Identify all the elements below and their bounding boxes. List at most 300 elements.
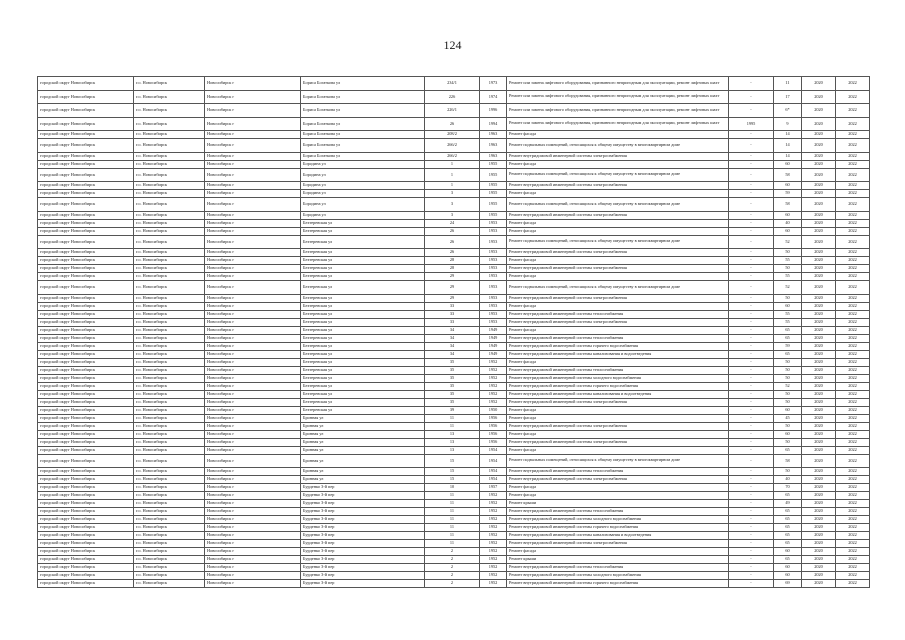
cell-extra: - (729, 318, 774, 326)
cell-year-to: 2022 (836, 422, 870, 430)
cell-year: 1949 (480, 334, 507, 342)
cell-gorod: г.о. Новосибирск (134, 318, 205, 326)
cell-house: 35 (425, 358, 480, 366)
cell-okrug: городской округ Новосибирск (38, 168, 134, 182)
repair-register-table (37, 76, 870, 588)
cell-okrug: городской округ Новосибирск (38, 454, 134, 468)
cell-year-from: 2020 (802, 374, 836, 382)
cell-house: 29 (425, 281, 480, 295)
cell-gorod: г.о. Новосибирск (134, 117, 205, 131)
cell-year-to: 2022 (836, 249, 870, 257)
cell-extra: - (729, 265, 774, 273)
cell-street: Бехтеревская ул (301, 382, 425, 390)
cell-extra: - (729, 326, 774, 334)
cell-year-to: 2022 (836, 350, 870, 358)
cell-year-to: 2022 (836, 117, 870, 131)
cell-house: 2 (425, 572, 480, 580)
cell-work-type: Ремонт внутридомовой инженерной системы электроснабжения (507, 182, 729, 190)
cell-street: Бородина ул (301, 160, 425, 168)
cell-settlement: Новосибирск г (205, 198, 301, 212)
cell-house: 1 (425, 160, 480, 168)
table-row (38, 430, 870, 438)
cell-year-to: 2022 (836, 235, 870, 249)
cell-work-type: Ремонт или замена лифтового оборудования, признанного непригодным для эксплуатации, ремонт лифтовых шахт (507, 117, 729, 131)
cell-year-to: 2022 (836, 524, 870, 532)
cell-work-type: Ремонт внутридомовой инженерной системы холодного водоснабжения (507, 374, 729, 382)
cell-street: Бурденко 3-й пер (301, 500, 425, 508)
cell-okrug: городской округ Новосибирск (38, 219, 134, 227)
cell-year-from: 2020 (802, 152, 836, 160)
cell-count: 58 (774, 454, 802, 468)
table-row (38, 152, 870, 160)
cell-count: 65 (774, 326, 802, 334)
cell-house: 35 (425, 366, 480, 374)
cell-house: 13 (425, 430, 480, 438)
cell-year-from: 2020 (802, 398, 836, 406)
cell-settlement: Новосибирск г (205, 90, 301, 104)
cell-extra: - (729, 190, 774, 198)
cell-year: 1952 (480, 516, 507, 524)
cell-house: 29 (425, 273, 480, 281)
table-row (38, 334, 870, 342)
cell-extra: - (729, 556, 774, 564)
cell-work-type: Ремонт или замена лифтового оборудования, признанного непригодным для эксплуатации, ремонт лифтовых шахт (507, 77, 729, 91)
cell-extra: - (729, 366, 774, 374)
cell-house: 226/1 (425, 104, 480, 118)
cell-year-to: 2022 (836, 310, 870, 318)
cell-count: 6* (774, 104, 802, 118)
cell-count: 50 (774, 358, 802, 366)
cell-count: 70 (774, 484, 802, 492)
cell-year: 1952 (480, 540, 507, 548)
cell-year: 1952 (480, 358, 507, 366)
cell-okrug: городской округ Новосибирск (38, 117, 134, 131)
cell-gorod: г.о. Новосибирск (134, 190, 205, 198)
cell-extra: - (729, 492, 774, 500)
cell-year-from: 2020 (802, 500, 836, 508)
table-row (38, 190, 870, 198)
cell-extra: - (729, 249, 774, 257)
cell-settlement: Новосибирск г (205, 219, 301, 227)
cell-house: 26 (425, 249, 480, 257)
table-row (38, 580, 870, 588)
cell-extra: - (729, 398, 774, 406)
cell-year-to: 2022 (836, 342, 870, 350)
cell-extra: - (729, 198, 774, 212)
cell-year: 1952 (480, 524, 507, 532)
cell-street: Бехтеревская ул (301, 342, 425, 350)
cell-settlement: Новосибирск г (205, 446, 301, 454)
cell-gorod: г.о. Новосибирск (134, 326, 205, 334)
cell-year: 1949 (480, 326, 507, 334)
cell-house: 11 (425, 492, 480, 500)
cell-year-to: 2022 (836, 139, 870, 153)
cell-year-to: 2022 (836, 484, 870, 492)
cell-gorod: г.о. Новосибирск (134, 294, 205, 302)
cell-year-to: 2022 (836, 564, 870, 572)
cell-street: Бурденко 3-й пер (301, 516, 425, 524)
cell-extra: - (729, 257, 774, 265)
cell-okrug: городской округ Новосибирск (38, 390, 134, 398)
cell-settlement: Новосибирск г (205, 366, 301, 374)
cell-street: Бехтеревская ул (301, 227, 425, 235)
cell-work-type: Ремонт фасада (507, 190, 729, 198)
cell-year: 1974 (480, 90, 507, 104)
cell-year-from: 2020 (802, 219, 836, 227)
cell-extra: - (729, 334, 774, 342)
cell-year-to: 2022 (836, 190, 870, 198)
cell-year-to: 2022 (836, 302, 870, 310)
cell-year: 1952 (480, 382, 507, 390)
cell-street: Бехтеревская ул (301, 219, 425, 227)
cell-count: 50 (774, 398, 802, 406)
cell-house: 13 (425, 446, 480, 454)
table-row (38, 235, 870, 249)
cell-settlement: Новосибирск г (205, 326, 301, 334)
cell-year: 1952 (480, 532, 507, 540)
cell-count: 50 (774, 390, 802, 398)
cell-extra: - (729, 219, 774, 227)
cell-year: 1955 (480, 168, 507, 182)
cell-extra: - (729, 235, 774, 249)
table-row (38, 366, 870, 374)
cell-gorod: г.о. Новосибирск (134, 334, 205, 342)
cell-street: Бехтеревская ул (301, 235, 425, 249)
cell-work-type: Ремонт фасада (507, 302, 729, 310)
cell-year-from: 2020 (802, 406, 836, 414)
cell-house: 35 (425, 390, 480, 398)
cell-extra: - (729, 468, 774, 476)
cell-street: Бехтеревская ул (301, 358, 425, 366)
cell-count: 60 (774, 430, 802, 438)
cell-settlement: Новосибирск г (205, 77, 301, 91)
cell-settlement: Новосибирск г (205, 556, 301, 564)
cell-count: 60 (774, 548, 802, 556)
cell-year: 1952 (480, 580, 507, 588)
cell-street: Бородина ул (301, 211, 425, 219)
cell-year-to: 2022 (836, 414, 870, 422)
cell-settlement: Новосибирск г (205, 160, 301, 168)
table-row (38, 182, 870, 190)
table-row (38, 358, 870, 366)
cell-year-to: 2022 (836, 90, 870, 104)
table-row (38, 350, 870, 358)
cell-gorod: г.о. Новосибирск (134, 414, 205, 422)
cell-count: 52 (774, 382, 802, 390)
cell-year-from: 2020 (802, 302, 836, 310)
cell-gorod: г.о. Новосибирск (134, 131, 205, 139)
cell-year-from: 2020 (802, 211, 836, 219)
cell-work-type: Ремонт фасада (507, 273, 729, 281)
table-row (38, 406, 870, 414)
cell-gorod: г.о. Новосибирск (134, 366, 205, 374)
cell-work-type: Ремонт фасада (507, 406, 729, 414)
cell-street: Бехтеревская ул (301, 257, 425, 265)
cell-work-type: Ремонт фасада (507, 414, 729, 422)
cell-year-from: 2020 (802, 430, 836, 438)
cell-street: Бронная ул (301, 446, 425, 454)
cell-work-type: Ремонт внутридомовой инженерной системы теплоснабжения (507, 366, 729, 374)
cell-extra: - (729, 168, 774, 182)
cell-year: 1953 (480, 235, 507, 249)
cell-settlement: Новосибирск г (205, 265, 301, 273)
cell-settlement: Новосибирск г (205, 342, 301, 350)
cell-settlement: Новосибирск г (205, 572, 301, 580)
cell-settlement: Новосибирск г (205, 117, 301, 131)
cell-settlement: Новосибирск г (205, 249, 301, 257)
table-row (38, 540, 870, 548)
cell-count: 55 (774, 273, 802, 281)
cell-year-to: 2022 (836, 500, 870, 508)
cell-gorod: г.о. Новосибирск (134, 422, 205, 430)
cell-house: 2 (425, 556, 480, 564)
cell-count: 60 (774, 302, 802, 310)
cell-house: 34 (425, 350, 480, 358)
cell-work-type: Ремонт фасада (507, 548, 729, 556)
cell-gorod: г.о. Новосибирск (134, 168, 205, 182)
cell-okrug: городской округ Новосибирск (38, 516, 134, 524)
cell-house: 33 (425, 318, 480, 326)
cell-gorod: г.о. Новосибирск (134, 532, 205, 540)
cell-year-from: 2020 (802, 281, 836, 295)
cell-year-to: 2022 (836, 366, 870, 374)
cell-count: 14 (774, 139, 802, 153)
cell-year-from: 2020 (802, 476, 836, 484)
cell-year-from: 2020 (802, 190, 836, 198)
cell-okrug: городской округ Новосибирск (38, 318, 134, 326)
cell-year: 1955 (480, 160, 507, 168)
cell-extra: - (729, 524, 774, 532)
cell-year-from: 2020 (802, 104, 836, 118)
cell-house: 15 (425, 468, 480, 476)
cell-gorod: г.о. Новосибирск (134, 219, 205, 227)
cell-work-type: Ремонт подвальных помещений, относящихся к общему имуществу в многоквартирном доме (507, 281, 729, 295)
cell-okrug: городской округ Новосибирск (38, 257, 134, 265)
cell-year-from: 2020 (802, 438, 836, 446)
cell-settlement: Новосибирск г (205, 358, 301, 366)
table-row (38, 468, 870, 476)
cell-extra: - (729, 500, 774, 508)
cell-gorod: г.о. Новосибирск (134, 564, 205, 572)
cell-year-to: 2022 (836, 390, 870, 398)
cell-settlement: Новосибирск г (205, 454, 301, 468)
cell-year: 1963 (480, 139, 507, 153)
cell-extra: - (729, 532, 774, 540)
cell-street: Бехтеревская ул (301, 406, 425, 414)
cell-settlement: Новосибирск г (205, 310, 301, 318)
cell-extra: - (729, 446, 774, 454)
cell-settlement: Новосибирск г (205, 484, 301, 492)
cell-settlement: Новосибирск г (205, 548, 301, 556)
cell-year: 1963 (480, 152, 507, 160)
cell-settlement: Новосибирск г (205, 350, 301, 358)
cell-house: 11 (425, 516, 480, 524)
cell-okrug: городской округ Новосибирск (38, 572, 134, 580)
cell-gorod: г.о. Новосибирск (134, 492, 205, 500)
cell-year: 1955 (480, 182, 507, 190)
cell-extra: - (729, 358, 774, 366)
table-row (38, 249, 870, 257)
table-row (38, 508, 870, 516)
cell-extra: - (729, 414, 774, 422)
cell-house: 226 (425, 90, 480, 104)
cell-gorod: г.о. Новосибирск (134, 374, 205, 382)
cell-settlement: Новосибирск г (205, 294, 301, 302)
cell-year-from: 2020 (802, 492, 836, 500)
cell-street: Бехтеревская ул (301, 398, 425, 406)
cell-street: Бородина ул (301, 190, 425, 198)
cell-year-to: 2022 (836, 227, 870, 235)
cell-year-to: 2022 (836, 532, 870, 540)
cell-house: 234/1 (425, 77, 480, 91)
cell-work-type: Ремонт внутридомовой инженерной системы электроснабжения (507, 422, 729, 430)
cell-work-type: Ремонт фасада (507, 227, 729, 235)
cell-extra: - (729, 564, 774, 572)
cell-work-type: Ремонт внутридомовой инженерной системы горячего водоснабжения (507, 580, 729, 588)
cell-street: Бехтеревская ул (301, 366, 425, 374)
cell-work-type: Ремонт внутридомовой инженерной системы холодного водоснабжения (507, 516, 729, 524)
cell-gorod: г.о. Новосибирск (134, 302, 205, 310)
cell-work-type: Ремонт фасада (507, 430, 729, 438)
cell-extra: - (729, 104, 774, 118)
cell-extra: - (729, 139, 774, 153)
cell-work-type: Ремонт фасада (507, 160, 729, 168)
cell-gorod: г.о. Новосибирск (134, 468, 205, 476)
cell-street: Бехтеревская ул (301, 310, 425, 318)
cell-year-from: 2020 (802, 350, 836, 358)
cell-count: 50 (774, 468, 802, 476)
cell-gorod: г.о. Новосибирск (134, 77, 205, 91)
cell-gorod: г.о. Новосибирск (134, 454, 205, 468)
cell-street: Бронная ул (301, 468, 425, 476)
cell-count: 55 (774, 310, 802, 318)
cell-year: 1952 (480, 508, 507, 516)
cell-house: 28 (425, 265, 480, 273)
cell-settlement: Новосибирск г (205, 168, 301, 182)
cell-year-to: 2022 (836, 334, 870, 342)
cell-year-to: 2022 (836, 182, 870, 190)
cell-year-to: 2022 (836, 556, 870, 564)
cell-year-from: 2020 (802, 160, 836, 168)
cell-house: 26 (425, 117, 480, 131)
table-row (38, 160, 870, 168)
cell-settlement: Новосибирск г (205, 334, 301, 342)
cell-extra: - (729, 422, 774, 430)
cell-gorod: г.о. Новосибирск (134, 406, 205, 414)
register-body (38, 77, 870, 588)
cell-street: Бехтеревская ул (301, 390, 425, 398)
cell-extra: - (729, 476, 774, 484)
table-row (38, 572, 870, 580)
cell-settlement: Новосибирск г (205, 211, 301, 219)
cell-year-from: 2020 (802, 326, 836, 334)
cell-gorod: г.о. Новосибирск (134, 572, 205, 580)
cell-year-to: 2022 (836, 281, 870, 295)
cell-count: 14 (774, 152, 802, 160)
cell-work-type: Ремонт крыши (507, 556, 729, 564)
cell-count: 65 (774, 556, 802, 564)
table-row (38, 454, 870, 468)
table-row (38, 484, 870, 492)
cell-okrug: городской округ Новосибирск (38, 468, 134, 476)
cell-house: 24 (425, 219, 480, 227)
cell-year-to: 2022 (836, 492, 870, 500)
cell-count: 52 (774, 235, 802, 249)
cell-extra: - (729, 484, 774, 492)
cell-extra: - (729, 273, 774, 281)
cell-okrug: городской округ Новосибирск (38, 139, 134, 153)
cell-street: Бурденко 3-й пер (301, 532, 425, 540)
cell-extra: - (729, 131, 774, 139)
cell-year-from: 2020 (802, 532, 836, 540)
cell-year: 1952 (480, 572, 507, 580)
cell-okrug: городской округ Новосибирск (38, 564, 134, 572)
table-row (38, 219, 870, 227)
cell-gorod: г.о. Новосибирск (134, 273, 205, 281)
cell-count: 60 (774, 227, 802, 235)
cell-street: Бориса Богаткова ул (301, 131, 425, 139)
cell-extra: - (729, 302, 774, 310)
cell-work-type: Ремонт фасада (507, 492, 729, 500)
cell-year-from: 2020 (802, 484, 836, 492)
cell-year-from: 2020 (802, 117, 836, 131)
table-row (38, 390, 870, 398)
cell-year-to: 2022 (836, 516, 870, 524)
cell-street: Бехтеревская ул (301, 249, 425, 257)
table-row (38, 398, 870, 406)
cell-street: Бехтеревская ул (301, 318, 425, 326)
cell-year: 1953 (480, 265, 507, 273)
cell-okrug: городской округ Новосибирск (38, 190, 134, 198)
cell-year-to: 2022 (836, 438, 870, 446)
table-row (38, 281, 870, 295)
cell-house: 34 (425, 326, 480, 334)
cell-house: 11 (425, 414, 480, 422)
cell-okrug: городской округ Новосибирск (38, 580, 134, 588)
cell-year-from: 2020 (802, 334, 836, 342)
cell-work-type: Ремонт внутридомовой инженерной системы канализования и водоотведения (507, 532, 729, 540)
cell-settlement: Новосибирск г (205, 564, 301, 572)
cell-street: Бородина ул (301, 168, 425, 182)
cell-work-type: Ремонт или замена лифтового оборудования, признанного непригодным для эксплуатации, ремонт лифтовых шахт (507, 104, 729, 118)
cell-year: 1952 (480, 366, 507, 374)
cell-street: Бурденко 3-й пер (301, 580, 425, 588)
cell-house: 34 (425, 342, 480, 350)
cell-year: 1994 (480, 117, 507, 131)
cell-okrug: городской округ Новосибирск (38, 556, 134, 564)
cell-year-to: 2022 (836, 257, 870, 265)
cell-settlement: Новосибирск г (205, 532, 301, 540)
table-row (38, 556, 870, 564)
cell-extra: - (729, 438, 774, 446)
cell-okrug: городской округ Новосибирск (38, 476, 134, 484)
cell-settlement: Новосибирск г (205, 152, 301, 160)
cell-year-from: 2020 (802, 318, 836, 326)
cell-extra: - (729, 406, 774, 414)
cell-okrug: городской округ Новосибирск (38, 198, 134, 212)
cell-year-to: 2022 (836, 265, 870, 273)
cell-okrug: городской округ Новосибирск (38, 484, 134, 492)
cell-work-type: Ремонт внутридомовой инженерной системы горячего водоснабжения (507, 342, 729, 350)
cell-work-type: Ремонт фасада (507, 446, 729, 454)
cell-year-from: 2020 (802, 454, 836, 468)
table-row (38, 342, 870, 350)
cell-count: 65 (774, 516, 802, 524)
cell-street: Бурденко 3-й пер (301, 572, 425, 580)
cell-street: Бехтеревская ул (301, 294, 425, 302)
cell-okrug: городской округ Новосибирск (38, 265, 134, 273)
cell-extra: - (729, 572, 774, 580)
